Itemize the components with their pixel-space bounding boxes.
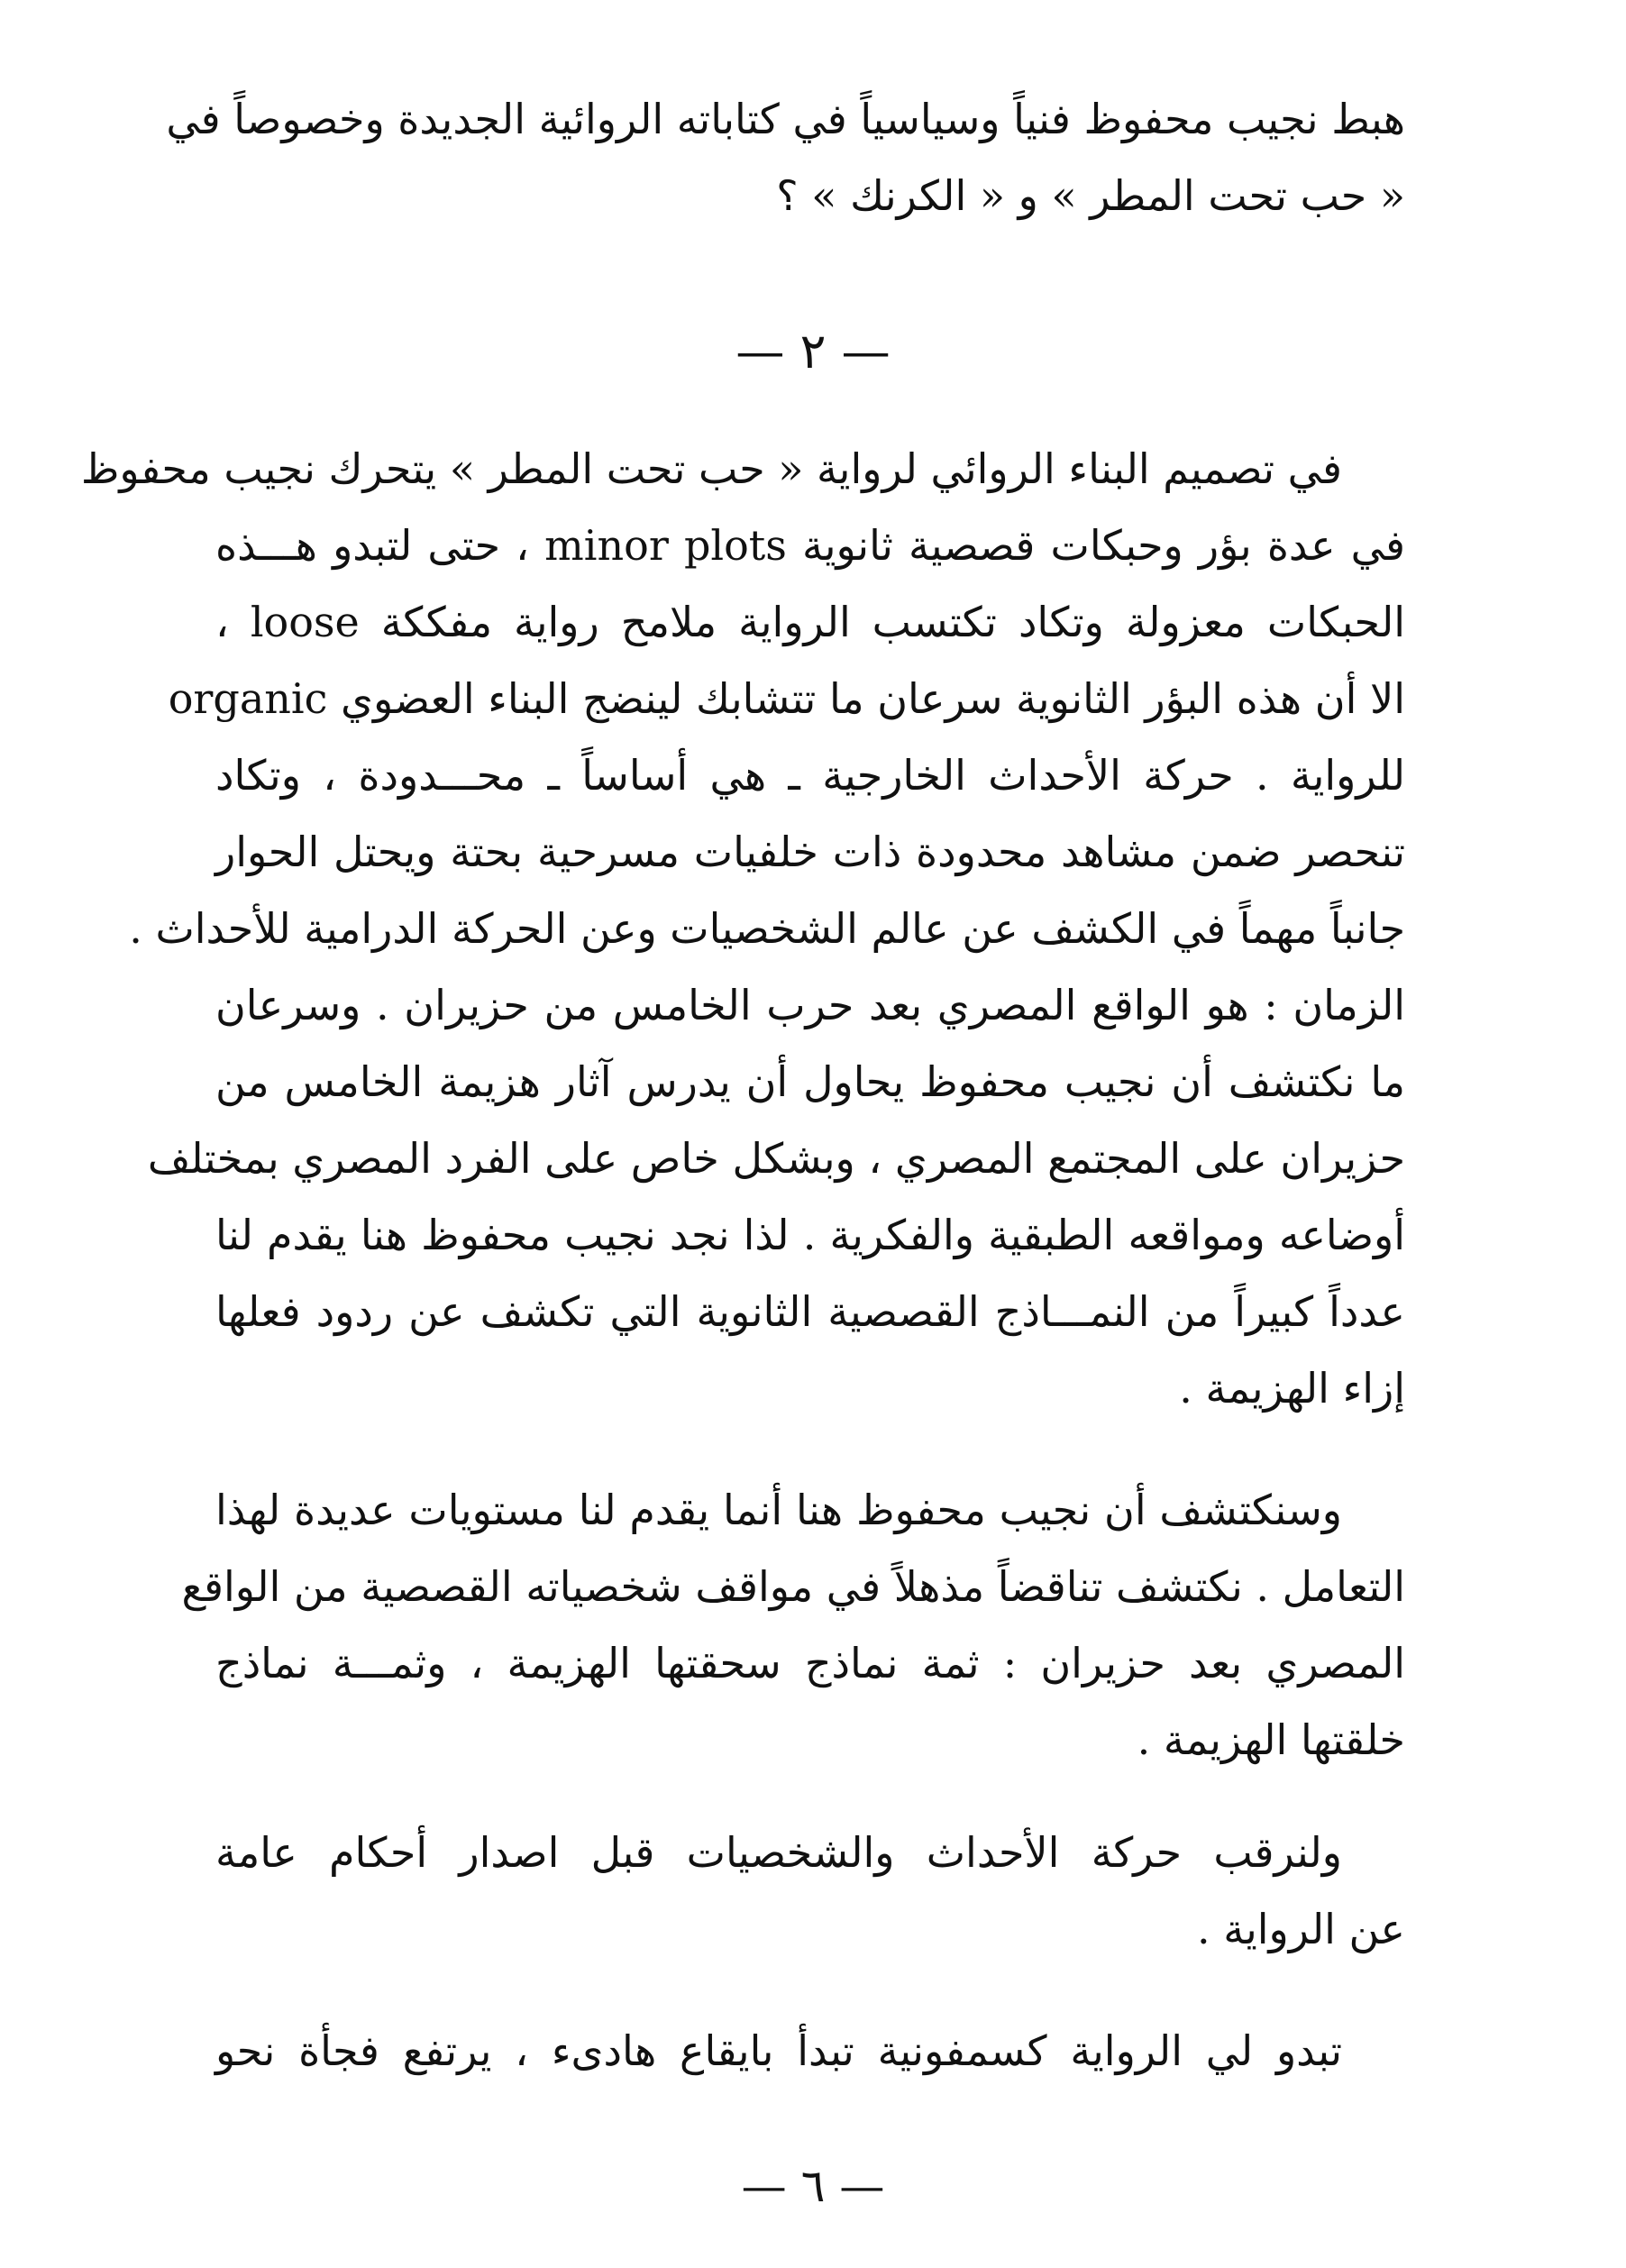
paragraph-2-line-4: خلقتها الهزيمة . <box>1137 1715 1405 1764</box>
page-number: — ٦ — <box>741 2160 885 2212</box>
paragraph-1-line-5: للرواية . حركة الأحداث الخارجية ـ هي أساساً ـ محـــدودة ، وتكاد <box>215 751 1405 800</box>
paragraph-2-line-1: وسنكتشف أن نجيب محفوظ هنا أنما يقدم لنا مستويات عديدة لهذا <box>215 1486 1342 1534</box>
paragraph-1-line-11: أوضاعه ومواقعه الطبقية والفكرية . لذا نجد نجيب محفوظ هنا يقدم لنا <box>215 1211 1405 1259</box>
paragraph-1-line-10: حزيران على المجتمع المصري ، وبشكل خاص على الفرد المصري بمختلف <box>147 1134 1405 1183</box>
paragraph-1-line-13: إزاء الهزيمة . <box>1179 1364 1405 1413</box>
paragraph-1-line-8: الزمان : هو الواقع المصري بعد حرب الخامس من حزيران . وسرعان <box>215 981 1405 1029</box>
paragraph-1-line-3: الحبكات معزولة وتكاد تكتسب الرواية ملامح رواية مفككة loose ، <box>215 598 1405 646</box>
paragraph-3-line-2: عن الرواية . <box>1197 1905 1405 1953</box>
paragraph-1-line-2: في عدة بؤر وحبكات قصصية ثانوية minor plots ، حتى لتبدو هـــذه <box>215 521 1406 570</box>
paragraph-2-line-2: التعامل . نكتشف تناقضاً مذهلاً في مواقف شخصياته القصصية من الواقع <box>181 1562 1405 1611</box>
section-number: — ٢ — <box>735 323 891 380</box>
intro-line-1: هبط نجيب محفوظ فنياً وسياسياً في كتاباته الروائية الجديدة وخصوصاً في <box>166 95 1405 143</box>
paragraph-1-line-1: في تصميم البناء الروائي لرواية « حب تحت المطر » يتحرك نجيب محفوظ <box>80 444 1342 493</box>
paragraph-1-line-7: جانباً مهماً في الكشف عن عالم الشخصيات وعن الحركة الدرامية للأحداث . <box>129 904 1405 953</box>
paragraph-1-line-4: الا أن هذه البؤر الثانوية سرعان ما تتشابك لينضج البناء العضوي organic <box>168 674 1405 723</box>
paragraph-2-line-3: المصري بعد حزيران : ثمة نماذج سحقتها الهزيمة ، وثمـــة نماذج <box>215 1639 1405 1687</box>
intro-line-2: « حب تحت المطر » و « الكرنك » ؟ <box>776 171 1405 220</box>
paragraph-1-line-6: تنحصر ضمن مشاهد محدودة ذات خلفيات مسرحية بحتة ويحتل الحوار <box>215 828 1405 876</box>
paragraph-3-line-1: ولنرقب حركة الأحداث والشخصيات قبل اصدار أحكام عامة <box>215 1828 1342 1877</box>
paragraph-4-line-1: تبدو لي الرواية كسمفونية تبدأ بايقاع هادىء ، يرتفع فجأة نحو <box>215 2026 1342 2075</box>
paragraph-1-line-9: ما نكتشف أن نجيب محفوظ يحاول أن يدرس آثار هزيمة الخامس من <box>215 1057 1405 1106</box>
paragraph-1-line-12: عدداً كبيراً من النمـــاذج القصصية الثانوية التي تكشف عن ردود فعلها <box>215 1287 1405 1336</box>
